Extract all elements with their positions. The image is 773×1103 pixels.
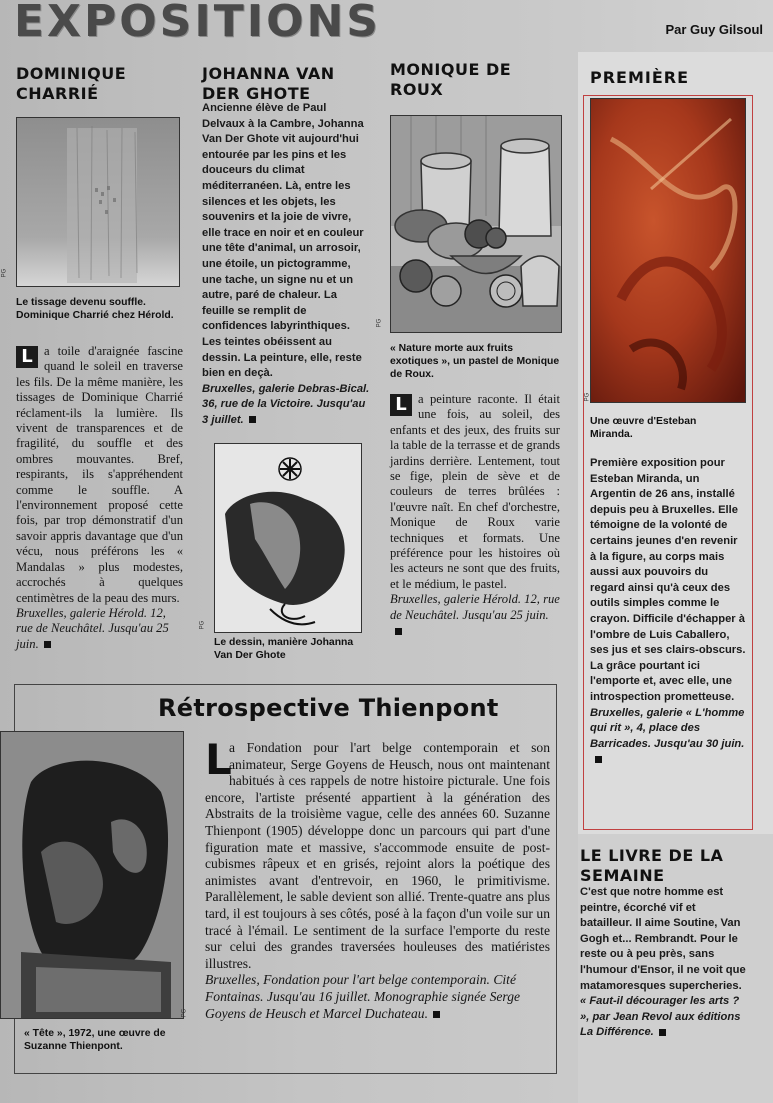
- retrospective-dropcap: L: [205, 735, 232, 784]
- end-mark: [44, 641, 51, 648]
- tapestry-image: [17, 118, 180, 287]
- end-mark: [433, 1011, 440, 1018]
- deroux-caption: « Nature morte aux fruits exotiques », un pastel de Monique de Roux.: [390, 343, 560, 380]
- photo-credit: PG: [584, 392, 591, 402]
- premiere-credit: Bruxelles, galerie « L'homme qui rit », 4, place des Barricades. Jusqu'au 30 juin.: [590, 706, 745, 750]
- deroux-photo: [390, 115, 562, 333]
- charrie-body: a toile d'araignée fascine quand le soleil en traverse les fils. De la même manière, les tissages de Dominique Charrié réclament-ils la lumière. Ils vivent de transparences et de fragilité, du souffle et des ombres mouvantes. Bref, respirants, ils s'appréhendent comme le souffle. A l'environnement proposé cette fois, par trop démonstratif d'un savoir appris davantage que d'un vécu, nous préférons les « Mandalas » plus modestes, accrochés à quelques centimètres de la peau des murs.: [16, 344, 183, 605]
- still-life-pastel-image: [391, 116, 562, 333]
- vanderghote-credit: Bruxelles, galerie Debras-Bical. 36, rue de la Victoire. Jusqu'au 3 juillet.: [202, 382, 370, 426]
- end-mark: [249, 416, 256, 423]
- charrie-credit: Bruxelles, galerie Hérold. 12, rue de Neuchâtel. Jusqu'au 25 juin.: [16, 605, 169, 651]
- byline: Par Guy Gilsoul: [665, 22, 763, 37]
- charrie-caption: Le tissage devenu souffle. Dominique Charrié chez Hérold.: [16, 297, 174, 321]
- photo-credit: PG: [199, 620, 206, 630]
- premiere-caption: Une œuvre d'Esteban Miranda.: [590, 416, 697, 440]
- retrospective-caption: « Tête », 1972, une œuvre de Suzanne Thienpont.: [24, 1028, 166, 1052]
- livre-title: LE LIVRE DE LA SEMAINE: [580, 846, 724, 885]
- ink-drawing-image: [215, 444, 362, 633]
- deroux-article: [390, 392, 560, 639]
- head-sculpture-image: [1, 732, 184, 1019]
- premiere-title: PREMIÈRE: [590, 68, 690, 87]
- photo-credit: PG: [181, 1008, 188, 1018]
- retrospective-title: Rétrospective Thienpont: [158, 694, 499, 722]
- photo-credit: PG: [376, 318, 383, 328]
- vanderghote-caption: Le dessin, manière Johanna Van Der Ghote: [214, 637, 354, 661]
- deroux-dropcap: L: [390, 394, 412, 416]
- premiere-article: [590, 456, 746, 768]
- livre-body: C'est que notre homme est peintre, écorché vif et batailleur. Il aime Soutine, Van Gogh et... Rembrandt. Pour le reste ou à peu près, sans l'humour d'Ensor, il ne voit que matamoresques supercheries.: [580, 886, 746, 992]
- retrospective-photo: [0, 731, 184, 1019]
- section-rubric: EXPOSITIONS: [14, 0, 381, 47]
- charrie-title: DOMINIQUE CHARRIÉ: [16, 64, 127, 103]
- charrie-dropcap: L: [16, 346, 38, 368]
- charrie-photo: [16, 117, 180, 287]
- retrospective-article: [205, 735, 550, 1022]
- vanderghote-body: Ancienne élève de Paul Delvaux à la Cambre, Johanna Van Der Ghote vit aujourd'hui entourée par les pins et les douceurs du climat méditerranéen. Là, entre les silences et les objets, les souvenirs et la joie de vivre, elle trace en noir et en couleur une tête d'animal, un arrosoir, une étoile, un pictogramme, une tache, un signe nu et un autre, paré de chaleur. La feuille se remplit de confidences labyrinthiques. Les teintes obéissent au dessin. La peinture, elle, reste bien en deçà.: [202, 102, 364, 380]
- vanderghote-title: JOHANNA VAN DER GHOTE: [202, 64, 335, 103]
- end-mark: [395, 628, 402, 635]
- deroux-body: a peinture raconte. Il était une fois, au soleil, des enfants et des jeux, des fruits sur la table de la terrasse et de grands jardins derrière. Lentement, tout se fige, plein de sève et de couleurs de terres brûlées : l'œuvre naît. En chef d'orchestre, Monique de Roux varie techniques et formats. Une préférence pour les histoires où les acteurs ne sont que des fruits, et le médium, le pastel.: [390, 392, 560, 591]
- retrospective-credit: Bruxelles, Fondation pour l'art belge contemporain. Cité Fontainas. Jusqu'au 16 juillet. Monographie signée Serge Goyens de Heusch et Marcel Duchateau.: [205, 972, 521, 1021]
- vanderghote-article: [202, 101, 372, 428]
- livre-article: [580, 885, 750, 1041]
- end-mark: [595, 756, 602, 763]
- red-painting-image: [591, 99, 746, 403]
- deroux-credit: Bruxelles, galerie Hérold. 12, rue de Neuchâtel. Jusqu'au 25 juin.: [390, 592, 560, 622]
- premiere-photo: [590, 98, 746, 403]
- photo-credit: PG: [1, 268, 8, 278]
- vanderghote-drawing: [214, 443, 362, 633]
- retrospective-body: a Fondation pour l'art belge contemporain et son animateur, Serge Goyens de Heusch, nous ont maintenant habitués à ces rappels de notre histoire picturale. Une fois encore, l'artiste présenté appartient à la génération des Abstraits de la troisième vague, celle des années 60. Suzanne Thienpont (1905) développe donc un parcours qui part d'une figuration mate et massive, s'accommode ensuite de post-cubismes râpeux et en grisés, rejoint alors la poétique des animistes avant d'entrevoir, en 1960, le primitivisme. Parallèlement, le sable devient son allié. Trente-quatre ans plus tard, il est toujours à ses côtés, posé à la façon d'un voile sur un tracé à l'émail. Le sentiment de la surface l'emporte du reste sur celui des grandes traversées houleuses des matiéristes illustres.: [205, 740, 550, 971]
- charrie-article: [16, 344, 183, 652]
- deroux-title: MONIQUE DE ROUX: [390, 60, 512, 99]
- end-mark: [659, 1029, 666, 1036]
- livre-credit: « Faut-il décourager les arts ? », par Jean Revol aux éditions La Différence.: [580, 995, 741, 1039]
- premiere-body: Première exposition pour Esteban Miranda, un Argentin de 26 ans, installé depuis peu à Bruxelles. Elle témoigne de la volonté de certains jeunes d'en revenir à la figure, au corps mais aussi aux pouvoirs du regard ainsi qu'à ceux des outils simples comme le crayon. Difficile d'échapper à l'ombre de Luis Caballero, ses jus et ses clairs-obscurs. La grâce pourtant ici l'emporte et, avec elle, une introspection prometteuse.: [590, 457, 746, 703]
